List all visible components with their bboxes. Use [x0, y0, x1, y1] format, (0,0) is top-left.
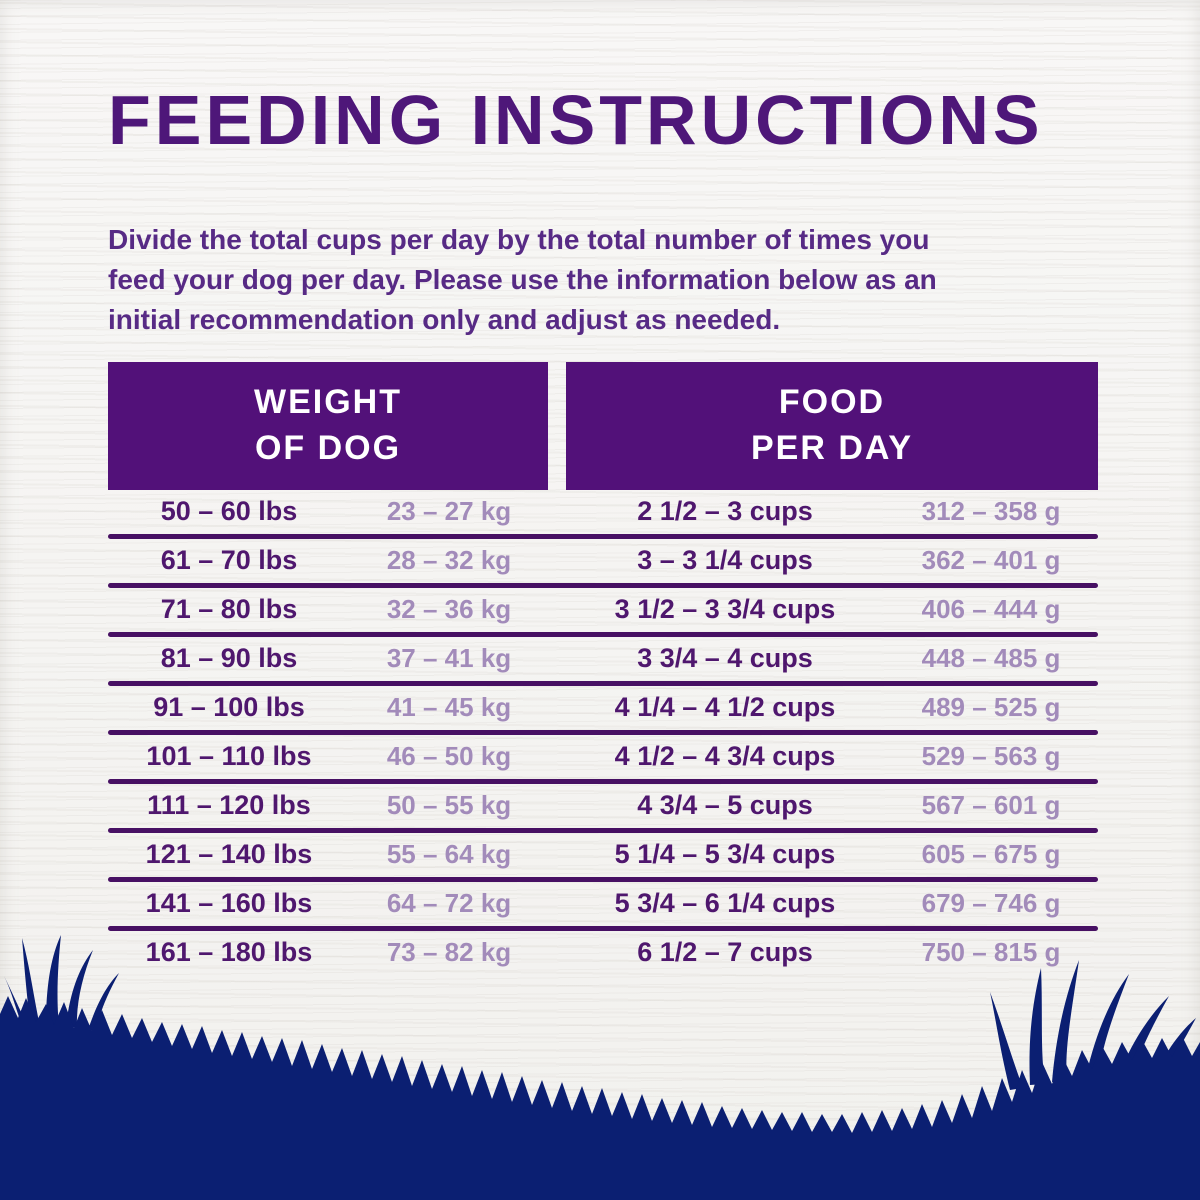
weight-kg: 50 – 55 kg [386, 790, 512, 821]
feeding-table [108, 362, 1098, 975]
weight-lbs: 50 – 60 lbs [160, 496, 298, 527]
food-cups: 5 3/4 – 6 1/4 cups [614, 888, 836, 919]
weight-lbs: 71 – 80 lbs [160, 594, 298, 625]
table-row [108, 686, 1098, 730]
weight-kg: 64 – 72 kg [386, 888, 512, 919]
food-grams: 312 – 358 g [921, 496, 1061, 527]
table-row [108, 882, 1098, 926]
weight-header-line1: WEIGHT [254, 382, 402, 421]
food-cups: 4 3/4 – 5 cups [637, 790, 813, 821]
food-grams: 679 – 746 g [921, 888, 1061, 919]
intro-line: feed your dog per day. Please use the information below as an [108, 263, 937, 295]
food-cups: 4 1/4 – 4 1/2 cups [614, 692, 836, 723]
food-cups: 5 1/4 – 5 3/4 cups [614, 839, 836, 870]
food-grams: 448 – 485 g [921, 643, 1061, 674]
table-row [108, 784, 1098, 828]
intro-line: Divide the total cups per day by the total number of times you [108, 223, 930, 255]
table-row [108, 539, 1098, 583]
intro-line: initial recommendation only and adjust as needed. [108, 303, 781, 335]
weight-kg: 73 – 82 kg [386, 937, 512, 968]
food-cups: 4 1/2 – 4 3/4 cups [614, 741, 836, 772]
weight-kg: 23 – 27 kg [386, 496, 512, 527]
table-row [108, 490, 1098, 534]
food-header-line2: PER DAY [750, 428, 914, 467]
food-grams: 489 – 525 g [921, 692, 1061, 723]
weight-kg: 46 – 50 kg [386, 741, 512, 772]
food-cups: 3 3/4 – 4 cups [637, 643, 813, 674]
table-row [108, 588, 1098, 632]
weight-lbs: 101 – 110 lbs [146, 741, 312, 772]
weight-lbs: 91 – 100 lbs [153, 692, 305, 723]
food-grams: 529 – 563 g [921, 741, 1061, 772]
weight-kg: 28 – 32 kg [386, 545, 512, 576]
food-grams: 567 – 601 g [921, 790, 1061, 821]
food-cups: 3 1/2 – 3 3/4 cups [614, 594, 836, 625]
food-per-day-header [566, 362, 1098, 490]
weight-lbs: 81 – 90 lbs [160, 643, 298, 674]
page-title: FEEDING INSTRUCTIONS [108, 81, 1044, 159]
weight-header-line2: OF DOG [254, 428, 402, 467]
table-row [108, 833, 1098, 877]
weight-kg: 32 – 36 kg [386, 594, 512, 625]
food-cups: 2 1/2 – 3 cups [637, 496, 813, 527]
weight-lbs: 61 – 70 lbs [160, 545, 298, 576]
food-grams: 406 – 444 g [921, 594, 1061, 625]
weight-lbs: 111 – 120 lbs [147, 790, 311, 821]
food-cups: 6 1/2 – 7 cups [637, 937, 813, 968]
weight-of-dog-header [108, 362, 548, 490]
table-header-row [108, 362, 1098, 490]
food-grams: 605 – 675 g [921, 839, 1061, 870]
panel-content [108, 0, 1098, 975]
weight-lbs: 121 – 140 lbs [145, 839, 313, 870]
weight-lbs: 141 – 160 lbs [145, 888, 313, 919]
table-row [108, 637, 1098, 681]
food-grams: 362 – 401 g [921, 545, 1061, 576]
food-header-line1: FOOD [778, 382, 886, 421]
weight-kg: 37 – 41 kg [386, 643, 512, 674]
food-cups: 3 – 3 1/4 cups [637, 545, 813, 576]
table-row [108, 735, 1098, 779]
food-grams: 750 – 815 g [921, 937, 1061, 968]
grass-silhouette [0, 930, 1200, 1200]
intro-text [108, 220, 1098, 340]
weight-kg: 55 – 64 kg [386, 839, 512, 870]
weight-lbs: 161 – 180 lbs [145, 937, 313, 968]
weight-kg: 41 – 45 kg [386, 692, 512, 723]
